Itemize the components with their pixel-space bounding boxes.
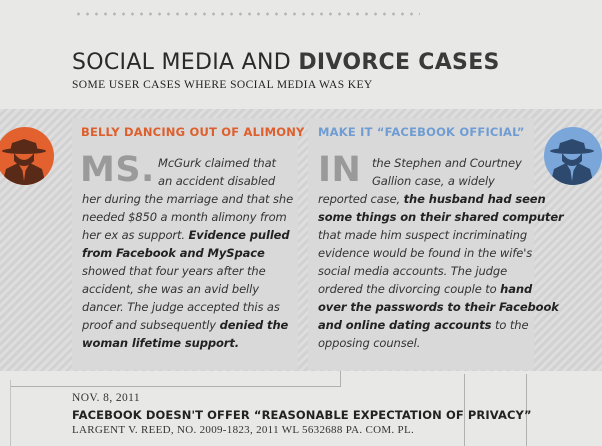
body-text: Gallion case, a widely (372, 174, 495, 188)
case-title-right: MAKE IT “FACEBOOK OFFICIAL” (318, 125, 525, 139)
body-text: opposing counsel. (318, 336, 421, 350)
body-emphasis: woman lifetime support. (82, 336, 240, 350)
body-line (318, 208, 564, 226)
body-text: that made him suspect incriminating (318, 228, 528, 242)
body-emphasis: denied the (219, 318, 289, 332)
body-text: an accident disabled (158, 174, 276, 188)
divider-line (340, 371, 341, 387)
divider-line (10, 380, 11, 446)
body-line (82, 226, 290, 244)
body-text: McGurk claimed that (158, 156, 276, 170)
body-line (318, 334, 420, 352)
body-text: accident, she was an avid belly (82, 282, 259, 296)
event-date: NOV. 8, 2011 (72, 392, 141, 404)
body-line (82, 244, 265, 262)
event-title: FACEBOOK DOESN'T OFFER “REASONABLE EXPECTATION OF PRIVACY” (72, 408, 532, 422)
body-text: needed $850 a month alimony from (82, 210, 287, 224)
body-text: evidence would be found in the wife's (318, 246, 533, 260)
body-line (372, 172, 495, 190)
body-line (318, 262, 507, 280)
body-text: social media accounts. The judge (318, 264, 508, 278)
body-text: ordered the divorcing couple to (318, 282, 501, 296)
body-line (82, 298, 280, 316)
body-line (318, 226, 527, 244)
body-text: to the (491, 318, 529, 332)
body-emphasis: some things on their shared computer (318, 210, 564, 224)
body-line (158, 154, 276, 172)
case-title-left: BELLY DANCING OUT OF ALIMONY (81, 125, 305, 139)
body-emphasis: over the passwords to their Facebook (318, 300, 559, 314)
dropcap-right: IN (318, 150, 362, 190)
body-text: dancer. The judge accepted this as (82, 300, 280, 314)
body-text: the Stephen and Courtney (372, 156, 522, 170)
body-text: her ex as support. (82, 228, 189, 242)
body-text: proof and subsequently (82, 318, 220, 332)
page-title-emphasis: DIVORCE CASES (298, 50, 500, 75)
body-line (318, 244, 532, 262)
body-line (372, 154, 522, 172)
body-line (158, 172, 275, 190)
page-title-part1: SOCIAL MEDIA AND (72, 50, 299, 75)
body-line (318, 280, 532, 298)
body-emphasis: and online dating accounts (318, 318, 492, 332)
event-citation: LARGENT V. REED, NO. 2009-1823, 2011 WL 5632688 PA. COM. PL. (72, 424, 415, 436)
divider-line (10, 386, 340, 387)
body-text: her during the marriage and that she (82, 192, 294, 206)
body-line (318, 298, 559, 316)
body-text: reported case, (318, 192, 404, 206)
page-subtitle: SOME USER CASES WHERE SOCIAL MEDIA WAS KEY (72, 79, 373, 91)
body-line (82, 316, 288, 334)
body-line (82, 190, 293, 208)
body-emphasis: hand (500, 282, 533, 296)
body-line (318, 316, 528, 334)
body-line (82, 208, 287, 226)
dropcap-left: MS. (80, 150, 155, 190)
body-emphasis: the husband had seen (403, 192, 546, 206)
body-line (82, 280, 259, 298)
body-emphasis: Evidence pulled (188, 228, 290, 242)
body-line (82, 334, 239, 352)
dotted-divider (74, 12, 420, 16)
spy-silhouette-icon (544, 127, 602, 185)
body-line (318, 190, 546, 208)
body-emphasis: from Facebook and MySpace (82, 246, 265, 260)
page-title (72, 50, 500, 75)
body-text: showed that four years after the (82, 264, 266, 278)
body-line (82, 262, 266, 280)
